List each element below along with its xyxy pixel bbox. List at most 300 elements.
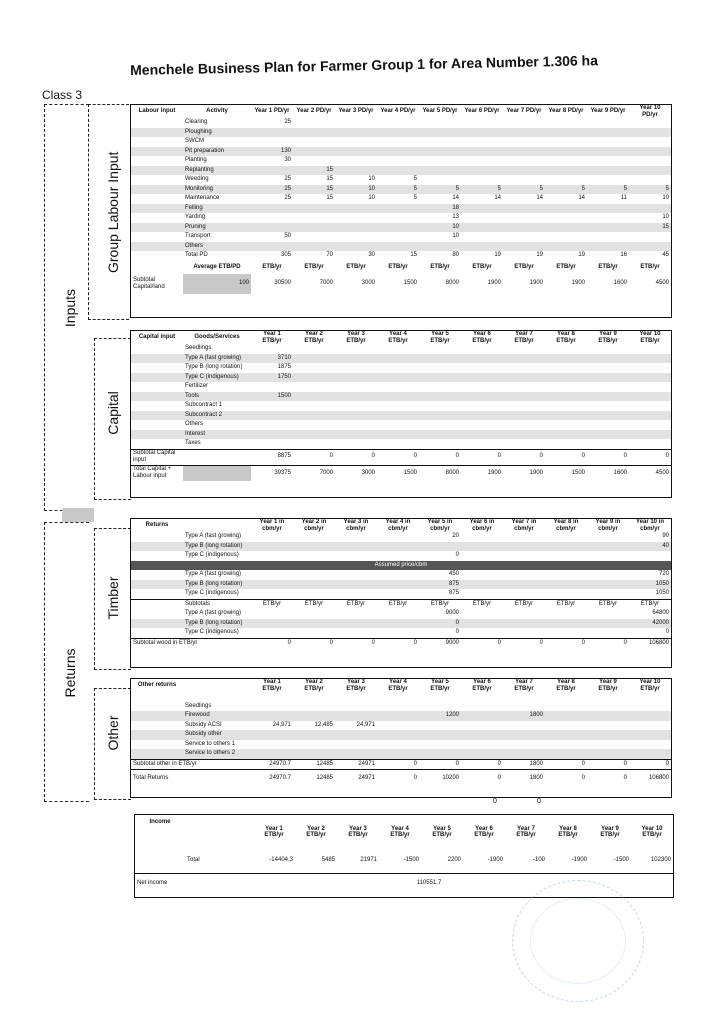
table-row [131, 204, 671, 214]
value-cell [545, 619, 587, 629]
subtotal-cell: 0 [377, 638, 419, 648]
value-cell: 24,971 [356, 721, 375, 728]
header-cell: Year 6 ETB/yr [472, 679, 492, 692]
value-cell [629, 373, 671, 383]
value-cell [545, 711, 587, 721]
value-cell [293, 382, 335, 392]
value-cell [293, 628, 335, 638]
table-row [131, 251, 671, 261]
subtotal-cell: 8875 [251, 449, 293, 465]
subtotal-cell: 1600 [613, 279, 627, 286]
value-cell [251, 204, 293, 214]
value-cell [419, 542, 461, 552]
value-cell [377, 363, 419, 373]
subtotal-cell: 1900 [571, 279, 585, 286]
value-cell [377, 232, 419, 242]
value-cell [545, 551, 587, 561]
value-cell [461, 702, 503, 712]
value-cell [461, 128, 503, 138]
total-cell: 1800 [503, 770, 545, 788]
value-cell [587, 373, 629, 383]
row-label: Type B (long rotation) [183, 619, 251, 629]
avg-etb-label: Average ETB/PD [193, 263, 241, 270]
value-cell [377, 420, 419, 430]
value-cell: 1800 [503, 711, 545, 721]
header-cell: Year 1 ETB/yr [262, 679, 282, 692]
table-row [131, 194, 671, 204]
value-cell [293, 373, 335, 383]
row-label: Type B (long rotation) [183, 542, 251, 552]
value-cell [587, 354, 629, 364]
value-cell: 3710 [251, 354, 293, 364]
header-cell: Year 7 ETB/yr [514, 331, 534, 344]
value-cell [629, 740, 671, 750]
value-cell [251, 542, 293, 552]
labour-col1: Activity [206, 108, 228, 115]
value-cell [293, 128, 335, 138]
value-cell: 14 [536, 195, 543, 201]
other-col0: Other returns [137, 682, 177, 689]
value-cell [545, 373, 587, 383]
value-cell [335, 128, 377, 138]
value-cell [587, 702, 629, 712]
value-cell [377, 619, 419, 629]
value-cell [293, 589, 335, 599]
value-cell [461, 542, 503, 552]
subtotal-cell: 0 [587, 759, 629, 770]
value-cell [503, 204, 545, 214]
total-cell: 4500 [629, 465, 671, 481]
value-cell [629, 156, 671, 166]
total-cell: 1900 [503, 465, 545, 481]
value-cell: 875 [419, 580, 461, 590]
table-row [131, 344, 671, 354]
header-cell: Year 10 ETB/yr [639, 679, 661, 692]
row-spacer [131, 137, 183, 147]
row-spacer [131, 570, 183, 580]
table-row [131, 749, 671, 759]
value-cell [377, 401, 419, 411]
total-cell: 1500 [377, 465, 419, 481]
row-spacer [131, 589, 183, 599]
value-cell [503, 175, 545, 185]
table-row [131, 185, 671, 195]
value-cell [629, 363, 671, 373]
value-cell [629, 420, 671, 430]
header-cell: ETB/yr [587, 599, 629, 609]
header-cell: Year 10 PD/yr [639, 105, 661, 118]
header-cell: Year 5 ETB/yr [432, 825, 452, 838]
header-cell: Year 6 ETB/yr [472, 331, 492, 344]
value-cell [461, 242, 503, 252]
header-cell: Year 1 PD/yr [254, 108, 290, 115]
value-cell: 10 [335, 185, 377, 195]
subtotal-cell: 8000 [445, 279, 459, 286]
value-cell: 0 [455, 629, 459, 635]
header-cell: Year 3 ETB/yr [346, 679, 366, 692]
value-cell [335, 570, 377, 580]
table-row [131, 730, 671, 740]
header-cell: ETB/yr [640, 263, 660, 270]
value-cell [251, 166, 293, 176]
header-cell: Year 2 ETB/yr [304, 679, 324, 692]
value-cell [545, 232, 587, 242]
value-cell [461, 420, 503, 430]
value-cell [545, 363, 587, 373]
value-cell [587, 570, 629, 580]
value-cell [335, 242, 377, 252]
value-cell [587, 175, 629, 185]
value-cell [293, 619, 335, 629]
table-row [131, 223, 671, 233]
value-cell [629, 128, 671, 138]
value-cell: 15 [629, 223, 671, 233]
row-label: Taxes [185, 440, 201, 446]
value-cell [503, 232, 545, 242]
value-cell [503, 363, 545, 373]
row-label: Clearing [185, 119, 208, 125]
header-cell: Year 7 PD/yr [506, 108, 542, 115]
value-cell [293, 344, 335, 354]
value-cell [503, 542, 545, 552]
table-row [131, 628, 671, 638]
value-cell [419, 392, 461, 402]
value-cell [545, 609, 587, 619]
value-cell [587, 204, 629, 214]
value-cell [545, 156, 587, 166]
value-cell [461, 344, 503, 354]
header-cell: Year 9 ETB/yr [600, 825, 620, 838]
net-income-value: 110551.7 [185, 873, 673, 893]
income-cell: 5485 [321, 857, 335, 863]
row-label: Type C (indigenous) [185, 552, 239, 558]
value-cell [461, 175, 503, 185]
capital-table [131, 331, 671, 481]
header-cell: Year 8 PD/yr [548, 108, 584, 115]
value-cell [545, 628, 587, 638]
separator-gray-block [62, 508, 94, 522]
row-spacer [131, 749, 183, 759]
subtotal-cell: 0 [461, 759, 503, 770]
header-cell: Year 5 PD/yr [422, 108, 458, 115]
row-spacer [131, 213, 183, 223]
value-cell [293, 147, 335, 157]
income-cell: -100 [532, 857, 545, 863]
value-cell [377, 721, 419, 731]
subtotal-cell: 0 [503, 449, 545, 465]
value-cell [461, 439, 503, 449]
value-cell [629, 204, 671, 214]
value-cell [545, 392, 587, 402]
value-cell [587, 420, 629, 430]
value-cell [419, 156, 461, 166]
value-cell [587, 128, 629, 138]
row-label: Subcontract 1 [185, 402, 223, 408]
row-spacer [131, 373, 183, 383]
value-cell [629, 344, 671, 354]
value-cell [251, 570, 293, 580]
value-cell [461, 382, 503, 392]
total-cell: 10200 [419, 770, 461, 788]
row-label: Type A (fast growing) [183, 354, 251, 364]
header-cell: Year 6 PD/yr [464, 108, 500, 115]
value-cell [335, 223, 377, 233]
total-cell: 24970.7 [251, 770, 293, 788]
value-cell [335, 609, 377, 619]
value-cell [335, 711, 377, 721]
row-label: Type A (fast growing) [185, 533, 242, 539]
value-cell: 15 [293, 185, 335, 195]
value-cell: 25 [284, 195, 291, 201]
timber-etb-rows [131, 609, 671, 638]
value-cell [293, 232, 335, 242]
total-cell: 1900 [461, 465, 503, 481]
value-cell [293, 354, 335, 364]
header-cell: ETB/yr [514, 263, 534, 270]
header-cell: ETB/yr [545, 599, 587, 609]
value-cell: 30 [368, 252, 375, 258]
value-cell [587, 392, 629, 402]
value-cell [461, 392, 503, 402]
value-cell [629, 118, 671, 128]
row-label: Type B (long rotation) [183, 580, 251, 590]
total-cell: 7000 [293, 465, 335, 481]
value-cell [251, 382, 293, 392]
value-cell [503, 242, 545, 252]
total-cell: 39375 [251, 465, 293, 481]
value-cell [335, 204, 377, 214]
value-cell [419, 430, 461, 440]
labour-table [131, 105, 671, 294]
value-cell: 5 [461, 185, 503, 195]
value-cell: 16 [620, 252, 627, 258]
capital-total-label: Total Capital + Labour input [131, 465, 183, 481]
header-cell: Year 3 ETB/yr [346, 331, 366, 344]
value-cell [629, 242, 671, 252]
value-cell [587, 344, 629, 354]
value-cell [629, 175, 671, 185]
row-label: Service to others 2 [183, 749, 251, 759]
header-cell: Year 3 in cbm/yr [343, 519, 369, 532]
subtotal-cell: 0 [461, 449, 503, 465]
value-cell [335, 232, 377, 242]
value-cell [545, 702, 587, 712]
header-cell: Year 2 in cbm/yr [301, 519, 327, 532]
value-cell [545, 740, 587, 750]
value-cell [419, 175, 461, 185]
page-title: Menchele Business Plan for Farmer Group 1 for Area Number 1.306 ha [130, 52, 599, 78]
header-cell: ETB/yr [461, 599, 503, 609]
subtotal-cell: 0 [293, 638, 335, 648]
value-cell [335, 749, 377, 759]
value-cell [293, 439, 335, 449]
subtotal-cell: 0 [335, 449, 377, 465]
header-cell: Year 6 in cbm/yr [469, 519, 495, 532]
value-cell [545, 589, 587, 599]
value-cell [293, 430, 335, 440]
class-label: Class 3 [42, 88, 83, 102]
labour-rows [131, 118, 671, 261]
value-cell [377, 382, 419, 392]
header-cell: ETB/yr [503, 599, 545, 609]
value-cell: 5 [629, 185, 671, 195]
table-row [131, 420, 671, 430]
row-label: Service to others 1 [185, 740, 236, 747]
row-spacer [131, 430, 183, 440]
value-cell [419, 147, 461, 157]
value-cell [377, 354, 419, 364]
other-subtotal-label: Subtotal other in ETB/yr [131, 759, 251, 770]
value-cell [377, 711, 419, 721]
value-cell [587, 401, 629, 411]
value-cell [545, 580, 587, 590]
value-cell [335, 147, 377, 157]
value-cell: 5 [587, 185, 629, 195]
subtotal-cell: 0 [251, 638, 293, 648]
total-cell: 24971 [335, 770, 377, 788]
header-cell: Year 9 ETB/yr [598, 679, 618, 692]
value-cell [587, 223, 629, 233]
row-label: Ploughing [183, 128, 251, 138]
value-cell: 64800 [652, 610, 669, 616]
value-cell: 20 [452, 533, 459, 539]
table-row [131, 542, 671, 552]
total-cell: 0 [587, 770, 629, 788]
value-cell [461, 609, 503, 619]
value-cell [419, 382, 461, 392]
subtotal-cell: 12485 [293, 759, 335, 770]
table-row [131, 430, 671, 440]
net-income-label: Net income [135, 873, 185, 893]
value-cell [461, 730, 503, 740]
value-cell [419, 730, 461, 740]
total-cell: 0 [461, 770, 503, 788]
table-row [131, 175, 671, 185]
value-cell: 18 [419, 204, 461, 214]
value-cell [377, 128, 419, 138]
value-cell: 1050 [629, 580, 671, 590]
row-spacer [131, 232, 183, 242]
capital-col1: Goods/Services [194, 334, 240, 341]
value-cell [461, 551, 503, 561]
value-cell [377, 204, 419, 214]
table-row [131, 619, 671, 629]
capital-table-box [130, 330, 672, 498]
value-cell [629, 551, 671, 561]
header-cell: ETB/yr [335, 599, 377, 609]
income-label: Income [149, 819, 171, 825]
value-cell [545, 532, 587, 542]
table-row [131, 711, 671, 721]
value-cell [545, 242, 587, 252]
value-cell [377, 532, 419, 542]
row-spacer [131, 619, 183, 629]
subtotal-cell: 3000 [361, 279, 375, 286]
header-cell: ETB/yr [629, 599, 671, 609]
value-cell [377, 373, 419, 383]
table-row [131, 118, 671, 128]
value-cell [335, 344, 377, 354]
value-cell [629, 721, 671, 731]
value-cell [587, 589, 629, 599]
capital-col0: Capital input [138, 334, 176, 341]
value-cell [419, 420, 461, 430]
value-cell [377, 570, 419, 580]
table-row [131, 609, 671, 619]
value-cell [377, 628, 419, 638]
subtotal-cell: 4500 [655, 279, 669, 286]
value-cell [545, 730, 587, 740]
row-label: Total PD [185, 252, 208, 258]
value-cell [377, 147, 419, 157]
row-spacer [131, 580, 183, 590]
value-cell [293, 420, 335, 430]
value-cell: 5 [419, 185, 461, 195]
value-cell [503, 373, 545, 383]
value-cell [251, 344, 293, 354]
value-cell [503, 532, 545, 542]
table-row [131, 411, 671, 421]
value-cell [461, 204, 503, 214]
value-cell [251, 401, 293, 411]
row-label: Monitoring [183, 185, 251, 195]
value-cell: 25 [251, 185, 293, 195]
value-cell [503, 354, 545, 364]
value-cell: 24,971 [272, 721, 291, 728]
header-cell: ETB/yr [419, 599, 461, 609]
value-cell [545, 382, 587, 392]
value-cell [419, 344, 461, 354]
value-cell [545, 175, 587, 185]
table-row [131, 232, 671, 242]
value-cell [461, 580, 503, 590]
subtotal-cell: 1900 [487, 279, 501, 286]
timber-table [131, 519, 671, 648]
value-cell [293, 551, 335, 561]
value-cell [545, 721, 587, 731]
value-cell [587, 137, 629, 147]
value-cell [419, 411, 461, 421]
subtotal-cell: 0 [419, 449, 461, 465]
header-cell: Year 4 ETB/yr [388, 331, 408, 344]
subtotal-cell: 0 [545, 759, 587, 770]
header-cell: ETB/yr [472, 263, 492, 270]
row-label: Others [185, 421, 204, 427]
total-cell: 3000 [335, 465, 377, 481]
row-spacer [131, 740, 183, 750]
stray-zero: 0 [493, 798, 497, 805]
value-cell: 5 [413, 195, 417, 201]
labour-col0: Labour input [138, 108, 176, 115]
value-cell [503, 411, 545, 421]
row-spacer [131, 420, 183, 430]
value-cell: 40 [629, 542, 671, 552]
value-cell [377, 242, 419, 252]
value-cell [503, 156, 545, 166]
value-cell: 1200 [419, 711, 461, 721]
subtotal-cell: 30500 [274, 279, 291, 286]
value-cell [419, 749, 461, 759]
value-cell: 450 [448, 571, 459, 577]
row-spacer [131, 730, 183, 740]
table-row [131, 580, 671, 590]
row-label: Type C (indigenous) [183, 373, 251, 383]
value-cell [629, 232, 671, 242]
value-cell: 1050 [655, 590, 669, 596]
value-cell [377, 118, 419, 128]
header-cell: Year 2 ETB/yr [304, 331, 324, 344]
timber-table-box [130, 518, 672, 668]
